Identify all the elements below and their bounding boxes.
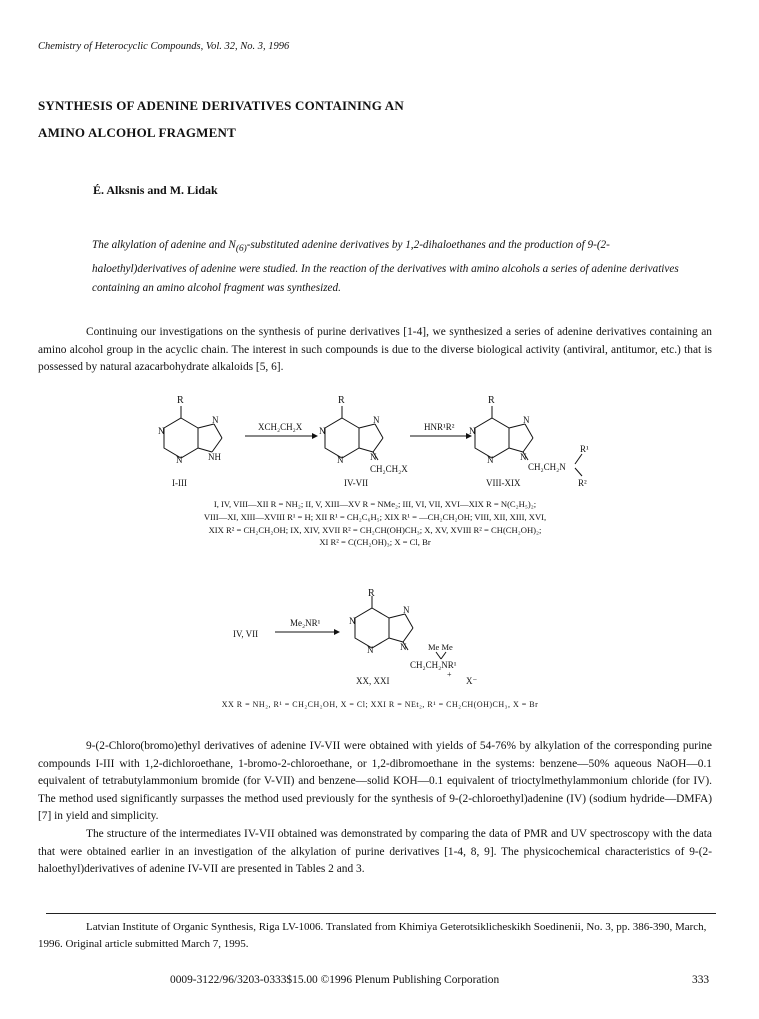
footnote-divider [46, 913, 716, 914]
journal-header: Chemistry of Heterocyclic Compounds, Vol. 32, No. 3, 1996 [38, 41, 290, 52]
body-paragraph-1: 9-(2-Chloro(bromo)ethyl derivatives of adenine IV-VII were obtained with yields of 54-76% by alkylation of the corresponding purine compounds I-III with 1,2-dichloroethane, 1-bromo-2-chloroethane, or 1,2-dibromoethane in the systems: benzene—50% aqueous NaOH—0.1 equivalent of tetrabutylammonium bromide (for V-VII) and benzene—solid KOH—0.1 equivalent of trioctylmethylammonium chloride (for IV). The method used significantly surpasses the method used previously for the synthesis of 9-(2-chloroethyl)adenine (IV) (sodium hydride—DMFA) [7] in yield and simplicity. [38, 740, 712, 823]
reaction-scheme-1 [0, 390, 759, 500]
purine-structure-1 [164, 406, 222, 458]
abstract-subscript: (6) [235, 244, 247, 255]
abstract-text-rest: -substituted adenine derivatives by 1,2-dihaloethanes and the production of 9-(2-haloethyl)derivatives of adenine were studied. In the reaction of the derivatives with amino alcohols a series of adenine derivatives containing an amino alcohol fragment was synthesized. [92, 239, 679, 295]
legend-line: I, IV, VIII—XII R = NH₂; II, V, XIII—XV R = NMe₂; III, VI, VII, XVI—XIX R = N(C₂H₅)₂; [213, 499, 537, 509]
substituent-r-1: R [177, 395, 184, 406]
compound-label-1: I-III [172, 478, 187, 488]
counter-anion: X⁻ [466, 676, 478, 686]
compound-label-4: XX, XXI [356, 676, 390, 686]
atom-n: N [469, 426, 476, 436]
scheme2-legend: XX R = NH₂, R¹ = CH₂CH₂OH, X = Cl; XXI R = NEt₂, R¹ = CH₂CH(OH)CH₃, X = Br [221, 700, 539, 709]
atom-n: N [337, 455, 344, 465]
atom-n: N [319, 426, 326, 436]
intro-paragraph [38, 324, 712, 377]
reagent-1: XCH₂CH₂X [258, 422, 303, 432]
article-title [38, 92, 404, 146]
r2-label: R² [578, 478, 587, 488]
title-line-2: AMINO ALCOHOL FRAGMENT [38, 125, 236, 140]
substituent-r-4: R [368, 588, 375, 599]
substituent-r-2: R [338, 395, 345, 406]
abstract-text-start: The alkylation of adenine and N [92, 239, 236, 251]
compound-label-2: IV-VII [344, 478, 369, 488]
atom-n: N [370, 452, 377, 462]
page-number: 333 [692, 974, 710, 986]
body-paragraphs [38, 738, 712, 879]
chain-ch2ch2x: CH₂CH₂X [370, 464, 408, 474]
positive-charge: + [447, 670, 452, 679]
atom-n: N [403, 605, 410, 615]
arrow-head-1 [312, 433, 318, 439]
intro-text: Continuing our investigations on the synthesis of purine derivatives [1-4], we synthesized a series of adenine derivatives containing an amino alcohol group in the acyclic chain. The interest in such compounds is due to the diverse biological activity (antiviral, antitumor, etc.) that is possessed by natural azacarbohydrate alkaloids [5, 6]. [38, 326, 712, 374]
atom-n: N [367, 645, 374, 655]
body-paragraph-2: The structure of the intermediates IV-VII obtained was demonstrated by comparing the data of PMR and UV spectroscopy with the data that were obtained earlier in an investigation of the alkylation of purine derivatives [1-4, 8, 9]. The physicochemical characteristics of 9-(2-haloethyl)derivatives of adenine IV-VII are presented in Tables 2 and 3. [38, 827, 712, 876]
r1-label: R¹ [580, 444, 589, 454]
legend-line: XIX R² = CH₂CH₂OH; IX, XIV, XVII R² = CH₂CH(OH)CH₃; X, XV, XVIII R² = CH(CH₂OH)₂; [208, 524, 542, 535]
legend-line: XI R² = C(CH₂OH)₃; X = Cl, Br [319, 537, 431, 548]
chain-ch2ch2n: CH₂CH₂N [528, 462, 566, 472]
chain-ch2ch2nr1: CH₂CH₂NR¹ [410, 660, 457, 670]
abstract [92, 236, 682, 299]
authors: É. Alksnis and M. Lidak [93, 183, 218, 197]
legend-line: VIII—XI, XIII—XVIII R¹ = H; XII R¹ = CH₂C₆H₅; XIX R¹ = —CH₂CH₂OH; VIII, XII, XIII, XVI, [203, 511, 547, 522]
reaction-scheme-2 [0, 588, 759, 688]
atom-n: N [158, 426, 165, 436]
scheme1-legend [110, 498, 640, 549]
copyright-line: 0009-3122/96/3203-0333$15.00 ©1996 Plenum Publishing Corporation [170, 974, 500, 986]
atom-n: N [373, 415, 380, 425]
title-line-1: SYNTHESIS OF ADENINE DERIVATIVES CONTAINING AN [38, 98, 404, 113]
atom-n: N [487, 455, 494, 465]
atom-n: N [212, 415, 219, 425]
atom-n: N [400, 642, 407, 652]
atom-n: N [349, 616, 356, 626]
compound-label-3: VIII-XIX [486, 478, 521, 488]
methyl-groups: Me Me [428, 642, 453, 652]
starting-compounds: IV, VII [233, 629, 259, 639]
atom-nh: NH [208, 452, 221, 462]
footnote [38, 919, 712, 952]
arrow-head-3 [334, 629, 340, 635]
reagent-2: HNR¹R² [424, 422, 455, 432]
reagent-3: Me₂NR¹ [290, 618, 321, 628]
atom-n: N [520, 452, 527, 462]
atom-n: N [523, 415, 530, 425]
substituent-r-3: R [488, 395, 495, 406]
atom-n: N [176, 455, 183, 465]
footnote-text: Latvian Institute of Organic Synthesis, Riga LV-1006. Translated from Khimiya Geterotsiklicheskikh Soedinenii, No. 3, pp. 386-390, March, 1996. Original article submitted March 7, 1995. [38, 921, 707, 950]
